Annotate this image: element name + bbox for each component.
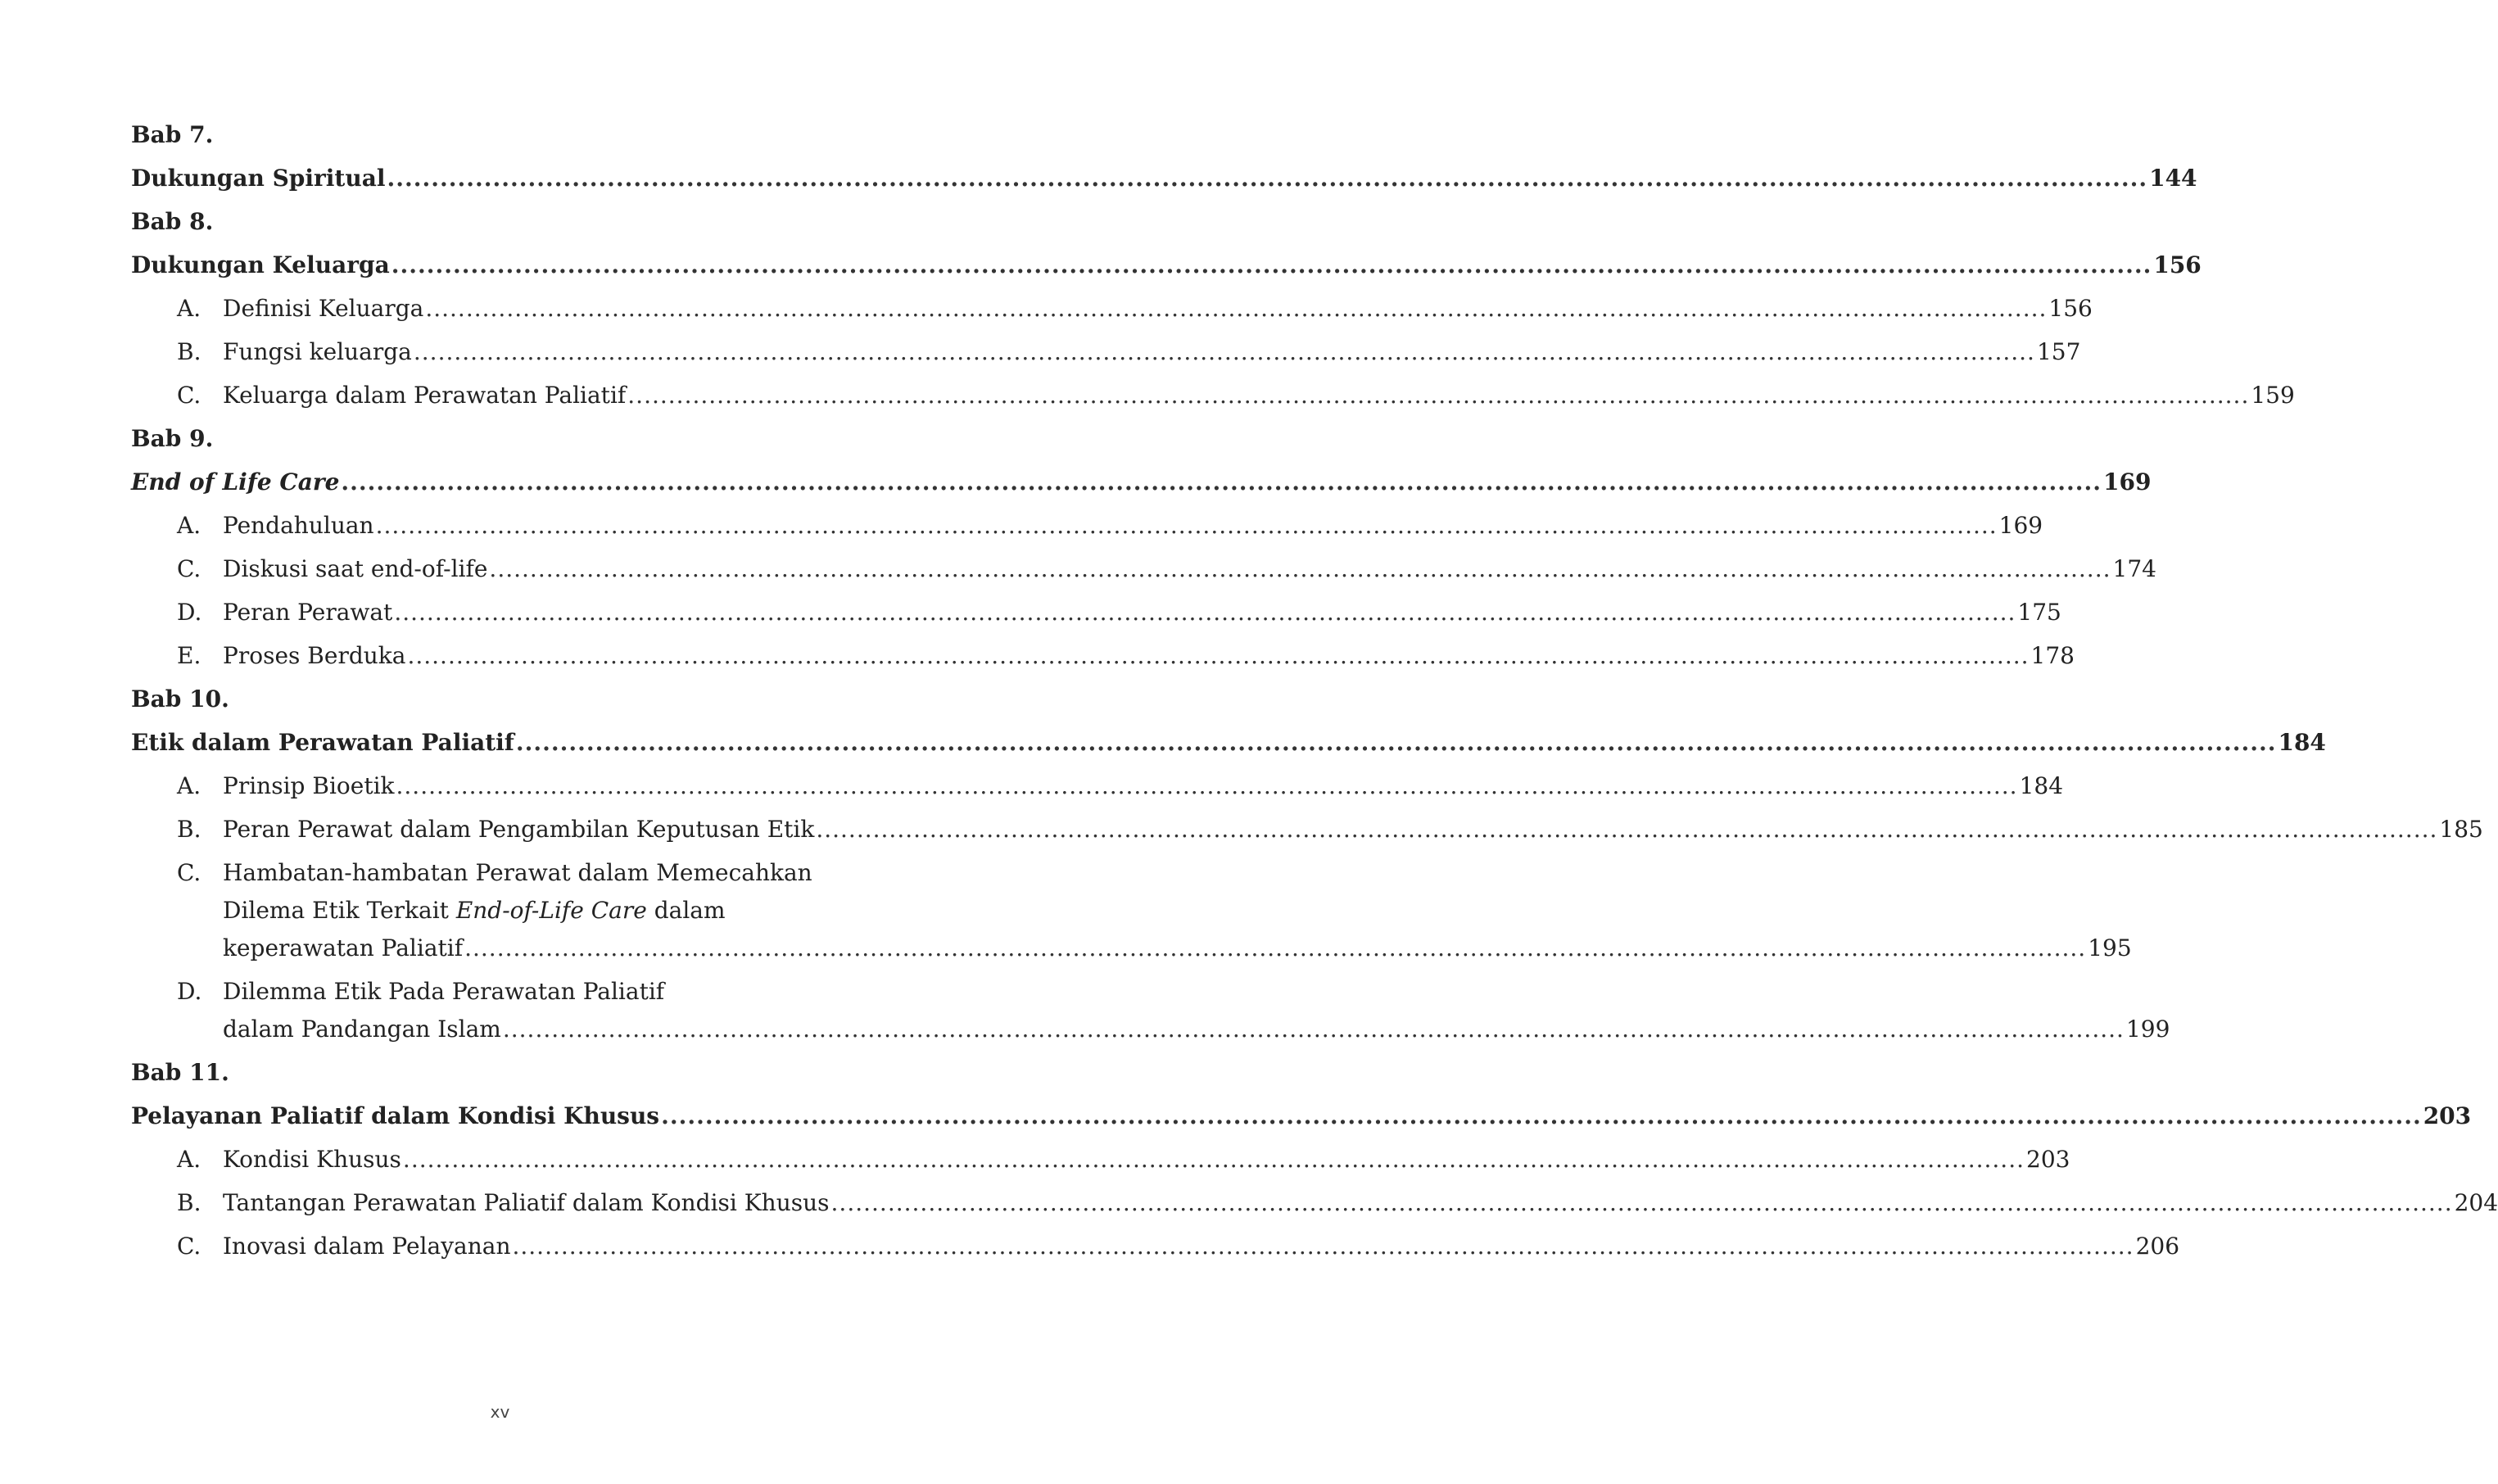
dot-leader: ........................................................................................................................................................................................................ (402, 1146, 2025, 1173)
toc-entry-section[interactable] (131, 1189, 2498, 1233)
toc-entry-title-line: Hambatan-hambatan Perawat dalam Memecahkan (223, 859, 812, 886)
dot-leader: ........................................................................................................................................................................................................ (661, 1102, 2422, 1129)
toc-entry-title: Peran Perawat dalam Pengambilan Keputusan Etik (223, 816, 815, 843)
toc-entry-page: 204 (2454, 1189, 2498, 1216)
chapter-label-7: Bab 7. (131, 121, 214, 148)
section-letter: B. (177, 816, 201, 843)
chapter-label-10: Bab 10. (131, 685, 229, 713)
section-letter: D. (177, 978, 202, 1005)
toc-entry-page: 199 (2125, 1016, 2170, 1043)
toc-entry-chapter-8[interactable] (131, 251, 2202, 295)
toc-entry-page: 206 (2135, 1233, 2180, 1260)
toc-entry-title-italic: End-of-Life Care (455, 897, 647, 924)
toc-entry-page: 185 (2439, 816, 2483, 843)
section-letter: B. (177, 338, 201, 365)
section-letter: A. (177, 1146, 201, 1173)
toc-entry-title: Dukungan Keluarga (131, 251, 390, 278)
dot-leader: ........................................................................................................................................................................................................ (830, 1189, 2453, 1216)
toc-entry-section[interactable] (131, 642, 2075, 685)
toc-entry-title: Dukungan Spiritual (131, 165, 386, 192)
toc-entry-title-line: dalam (654, 897, 726, 924)
toc-entry-page: 184 (2278, 729, 2326, 756)
toc-entry-title: Prinsip Bioetik (223, 772, 395, 799)
table-of-contents (131, 121, 2498, 1276)
toc-entry-title: Tantangan Perawatan Paliatif dalam Kondisi Khusus (223, 1189, 830, 1216)
section-letter: E. (177, 642, 201, 669)
dot-leader: ........................................................................................................................................................................................................ (502, 1016, 2125, 1043)
toc-entry-page: 156 (2153, 251, 2202, 278)
dot-leader: ........................................................................................................................................................................................................ (512, 1233, 2134, 1260)
dot-leader: ........................................................................................................................................................................................................ (394, 599, 2016, 626)
toc-entry-title-line: dalam Pandangan Islam (223, 1016, 501, 1043)
dot-leader: ........................................................................................................................................................................................................ (375, 512, 1998, 539)
toc-entry-page: 156 (2048, 295, 2093, 322)
toc-entry-page: 169 (2103, 468, 2152, 495)
toc-entry-title-line: Dilema Etik Terkait (223, 897, 449, 924)
toc-entry-title: Pelayanan Paliatif dalam Kondisi Khusus (131, 1102, 660, 1129)
dot-leader: ........................................................................................................................................................................................................ (425, 295, 2048, 322)
dot-leader: ........................................................................................................................................................................................................ (391, 251, 2152, 278)
toc-entry-page: 175 (2017, 599, 2061, 626)
dot-leader: ........................................................................................................................................................................................................ (515, 729, 2277, 756)
toc-entry-section[interactable] (131, 512, 2043, 555)
section-letter: C. (177, 555, 201, 582)
dot-leader: ........................................................................................................................................................................................................ (627, 382, 2250, 409)
toc-entry-section[interactable] (131, 1233, 2180, 1276)
toc-entry-section[interactable] (131, 382, 2295, 425)
toc-entry-section-multiline[interactable] (131, 978, 2170, 1059)
toc-entry-page: 159 (2251, 382, 2295, 409)
toc-entry-title: Definisi Keluarga (223, 295, 424, 322)
toc-entry-chapter-11[interactable] (131, 1102, 2472, 1146)
page-number: xv (490, 1402, 510, 1422)
toc-entry-section-multiline[interactable] (131, 859, 2132, 978)
toc-entry-page: 203 (2423, 1102, 2472, 1129)
toc-entry-page: 157 (2036, 338, 2081, 365)
toc-entry-title: Kondisi Khusus (223, 1146, 401, 1173)
dot-leader: ........................................................................................................................................................................................................ (387, 165, 2148, 192)
toc-entry-page: 203 (2026, 1146, 2070, 1173)
toc-entry-title: Inovasi dalam Pelayanan (223, 1233, 511, 1260)
toc-entry-title: Etik dalam Perawatan Paliatif (131, 729, 514, 756)
dot-leader: ........................................................................................................................................................................................................ (489, 555, 2111, 582)
section-letter: A. (177, 295, 201, 322)
toc-entry-title: End of Life Care (131, 468, 340, 495)
toc-entry-section[interactable] (131, 1146, 2070, 1189)
toc-entry-title: Fungsi keluarga (223, 338, 412, 365)
section-letter: A. (177, 512, 201, 539)
toc-entry-title-line: Dilemma Etik Pada Perawatan Paliatif (223, 978, 665, 1005)
section-letter: B. (177, 1189, 201, 1216)
toc-entry-chapter-10[interactable] (131, 729, 2326, 772)
toc-entry-title: Peran Perawat (223, 599, 393, 626)
dot-leader: ........................................................................................................................................................................................................ (816, 816, 2438, 843)
toc-entry-section[interactable] (131, 338, 2081, 382)
dot-leader: ........................................................................................................................................................................................................ (407, 642, 2030, 669)
dot-leader: ........................................................................................................................................................................................................ (413, 338, 2035, 365)
toc-entry-section[interactable] (131, 295, 2093, 338)
chapter-label-11: Bab 11. (131, 1059, 229, 1086)
toc-entry-chapter-7[interactable] (131, 165, 2197, 208)
section-letter: D. (177, 599, 202, 626)
section-letter: C. (177, 382, 201, 409)
toc-entry-title: Diskusi saat end-of-life (223, 555, 488, 582)
dot-leader: ........................................................................................................................................................................................................ (396, 772, 2018, 799)
dot-leader: ........................................................................................................................................................................................................ (341, 468, 2102, 495)
toc-entry-title: Keluarga dalam Perawatan Paliatif (223, 382, 627, 409)
toc-entry-page: 144 (2149, 165, 2197, 192)
toc-entry-section[interactable] (131, 816, 2483, 859)
dot-leader: ........................................................................................................................................................................................................ (464, 934, 2087, 961)
toc-entry-title: Pendahuluan (223, 512, 374, 539)
toc-entry-page: 178 (2030, 642, 2075, 669)
toc-entry-page: 195 (2088, 934, 2132, 961)
toc-entry-page: 184 (2019, 772, 2064, 799)
toc-entry-title: Proses Berduka (223, 642, 406, 669)
chapter-label-9: Bab 9. (131, 425, 214, 452)
toc-entry-section[interactable] (131, 555, 2156, 599)
toc-entry-section[interactable] (131, 599, 2061, 642)
section-letter: A. (177, 772, 201, 799)
toc-entry-section[interactable] (131, 772, 2064, 816)
toc-entry-page: 169 (1998, 512, 2043, 539)
toc-entry-chapter-9[interactable] (131, 468, 2152, 512)
section-letter: C. (177, 1233, 201, 1260)
section-letter: C. (177, 859, 201, 886)
toc-entry-page: 174 (2112, 555, 2156, 582)
toc-entry-title-line: keperawatan Paliatif (223, 934, 464, 961)
chapter-label-8: Bab 8. (131, 208, 214, 235)
